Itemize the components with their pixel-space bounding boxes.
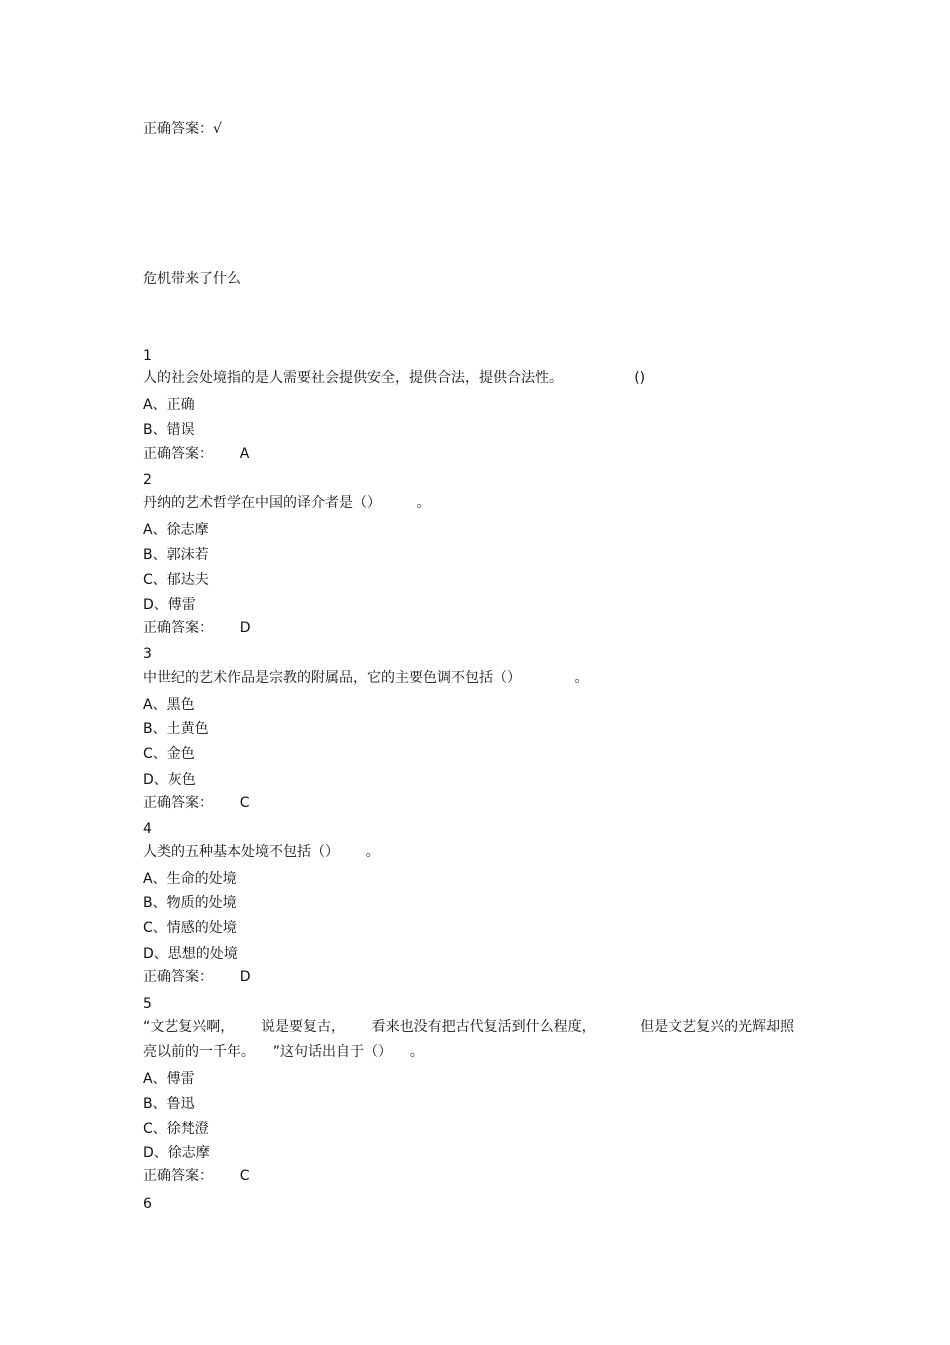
question-number: 5 <box>143 996 152 1012</box>
question-number: 6 <box>143 1196 152 1212</box>
option-a: A、黑色 <box>143 697 195 713</box>
option-a: A、傅雷 <box>143 1071 195 1087</box>
option-a: A、生命的处境 <box>143 871 237 887</box>
option-c: C、情感的处境 <box>143 920 237 936</box>
correct-answer: 正确答案： D <box>143 620 251 636</box>
option-d: D、傅雷 <box>143 597 196 613</box>
question-stem: 丹纳的艺术哲学在中国的译介者是（） 。 <box>143 495 431 511</box>
correct-answer: 正确答案： A <box>143 446 250 462</box>
section-title: 危机带来了什么 <box>143 271 241 287</box>
option-c: C、徐梵澄 <box>143 1121 209 1137</box>
option-b: B、土黄色 <box>143 721 209 737</box>
question-stem: 中世纪的艺术作品是宗教的附属品，它的主要色调不包括（） 。 <box>143 670 589 686</box>
question-stem-line2: 亮以前的一千年。 ”这句话出自于（） 。 <box>143 1044 424 1060</box>
option-b: B、郭沫若 <box>143 547 209 563</box>
option-b: B、物质的处境 <box>143 895 237 911</box>
question-number: 3 <box>143 646 152 662</box>
option-c: C、郁达夫 <box>143 572 209 588</box>
correct-answer: 正确答案： D <box>143 969 251 985</box>
option-d: D、灰色 <box>143 772 196 788</box>
option-a: A、正确 <box>143 397 195 413</box>
question-number: 1 <box>143 348 152 364</box>
correct-answer: 正确答案： C <box>143 1168 250 1184</box>
correct-answer: 正确答案： C <box>143 795 250 811</box>
question-stem: 人类的五种基本处境不包括（） 。 <box>143 844 380 860</box>
question-stem-line1: “文艺复兴啊， 说是要复古， 看来也没有把古代复活到什么程度， 但是文艺复兴的光辉却照 <box>143 1019 795 1035</box>
option-b: B、错误 <box>143 422 195 438</box>
option-d: D、徐志摩 <box>143 1145 210 1161</box>
option-a: A、徐志摩 <box>143 522 209 538</box>
top-answer: 正确答案：√ <box>143 121 222 137</box>
question-number: 2 <box>143 472 152 488</box>
option-d: D、思想的处境 <box>143 946 238 962</box>
option-c: C、金色 <box>143 746 195 762</box>
question-number: 4 <box>143 821 152 837</box>
question-stem: 人的社会处境指的是人需要社会提供安全，提供合法，提供合法性。 () <box>143 370 646 386</box>
option-b: B、鲁迅 <box>143 1096 195 1112</box>
